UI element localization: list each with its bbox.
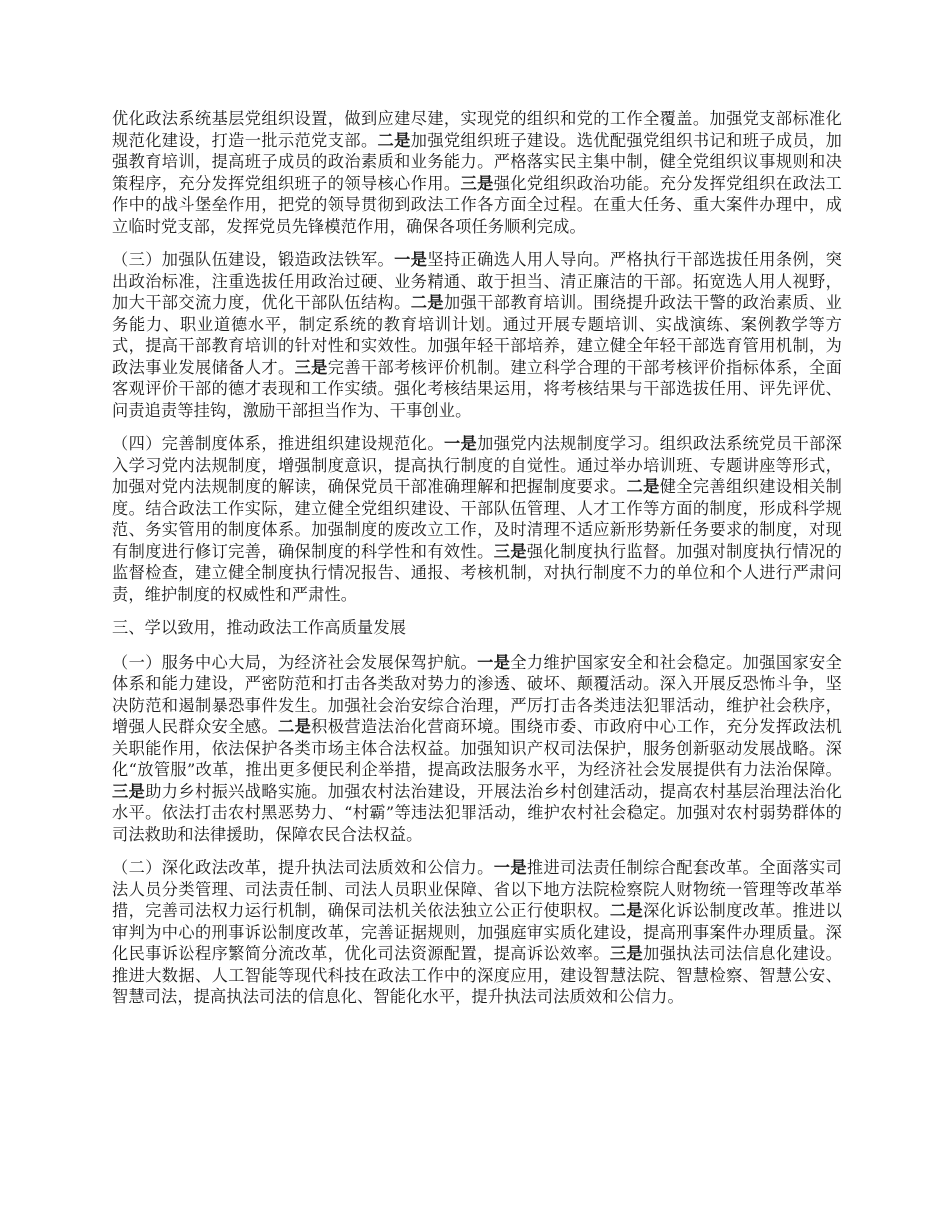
bold-keyword: 二是 bbox=[626, 477, 660, 496]
document-page bbox=[112, 108, 842, 1020]
paragraph-serve-overall-situation bbox=[112, 652, 842, 846]
section-heading-three: 三、学以致用，推动政法工作高质量发展 bbox=[112, 618, 407, 637]
bold-keyword: 三是 bbox=[609, 944, 644, 963]
bold-keyword: 一是 bbox=[394, 250, 428, 269]
paragraph-team-building bbox=[112, 249, 842, 421]
text: （四）完善制度体系，推进组织建设规范化。 bbox=[112, 434, 444, 453]
text: 加强干部教育培训。围绕提升政法干警的政治素质、业务能力、职业道德水平，制定系统的教育培训计划。通过开展专题培训、实战演练、案例教学等方式，提高干部教育培训的针对性和实效性。加强年轻干部培养，建立健全年轻干部选育管用机制，为政法事业发展储备人才。 bbox=[112, 293, 842, 377]
paragraph-party-organization bbox=[112, 108, 842, 237]
text: 完善干部考核评价机制。建立科学合理的干部考核评价指标体系，全面客观评价干部的德才表现和工作实绩。强化考核结果运用，将考核结果与干部选拔任用、评先评优、问责追责等挂钩，激励干部担当作为、干事创业。 bbox=[112, 357, 842, 420]
text: （二）深化政法改革，提升执法司法质效和公信力。 bbox=[112, 858, 494, 877]
text: （一）服务中心大局，为经济社会发展保驾护航。 bbox=[112, 652, 478, 672]
bold-keyword: 一是 bbox=[443, 434, 478, 453]
text: 加强执法司法信息化建设。推进大数据、人工智能等现代科技在政法工作中的深度应用，建设智慧法院、智慧检察、智慧公安、智慧司法，提高执法司法的信息化、智能化水平，提升执法司法质效和公信力。 bbox=[112, 944, 842, 1006]
bold-keyword: 二是 bbox=[609, 901, 644, 920]
text: 全力维护国家安全和社会稳定。加强国家安全体系和能力建设，严密防范和打击各类敌对势力的渗透、破坏、颠覆活动。深入开展反恐怖斗争，坚决防范和遏制暴恐事件发生。加强社会治安综合治理，严厉打击各类违法犯罪活动，维护社会秩序，增强人民群众安全感。 bbox=[112, 652, 842, 736]
text: 优化政法系统基层党组织设置，做到应建尽建，实现党的组织和党的工作全覆盖。加强党支部标准化规范化建设，打造一批示范党支部。 bbox=[112, 109, 842, 150]
bold-keyword: 二是 bbox=[277, 717, 312, 736]
text: 深化诉讼制度改革。推进以审判为中心的刑事诉讼制度改革，完善证据规则，加强庭审实质化建设，提高刑事案件办理质量。深化民事诉讼程序繁简分流改革，优化司法资源配置，提高诉讼效率。 bbox=[112, 901, 842, 963]
text: 加强党组织班子建设。选优配强党组织书记和班子成员，加强教育培训，提高班子成员的政治素质和业务能力。严格落实民主集中制，健全党组织议事规则和决策程序，充分发挥党组织班子的领导核心作用。 bbox=[112, 130, 842, 193]
text: 坚持正确选人用人导向。严格执行干部选拔任用条例，突出政治标准，注重选拔任用政治过硬、业务精通、敢于担当、清正廉洁的干部。拓宽选人用人视野，加大干部交流力度，优化干部队伍结构。 bbox=[112, 250, 842, 312]
bold-keyword: 三是 bbox=[294, 357, 328, 377]
bold-keyword: 二是 bbox=[410, 293, 444, 312]
bold-keyword: 三是 bbox=[112, 781, 146, 801]
text: 强化党组织政治功能。充分发挥党组织在政法工作中的战斗堡垒作用，把党的领导贯彻到政法工作各方面全过程。在重大任务、重大案件办理中，成立临时党支部，发挥党员先锋模范作用，确保各项任务顺利完成。 bbox=[112, 173, 842, 236]
text: 加强党内法规制度学习。组织政法系统党员干部深入学习党内法规制度，增强制度意识，提高执行制度的自觉性。通过举办培训班、专题讲座等形式，加强对党内法规制度的解读，确保党员干部准确理解和把握制度要求。 bbox=[112, 434, 842, 496]
bold-keyword: 二是 bbox=[377, 130, 411, 150]
text: 助力乡村振兴战略实施。加强农村法治建设，开展法治乡村创建活动，提高农村基层治理法治化水平。依法打击农村黑恶势力、“村霸”等违法犯罪活动，维护农村社会稳定。加强对农村弱势群体的司法救助和法律援助，保障农民合法权益。 bbox=[112, 781, 842, 844]
text: 强化制度执行监督。加强对制度执行情况的监督检查，建立健全制度执行情况报告、通报、考核机制，对执行制度不力的单位和个人进行严肃问责，维护制度的权威性和严肃性。 bbox=[112, 541, 842, 604]
bold-keyword: 三是 bbox=[493, 541, 527, 561]
text: 推进司法责任制综合配套改革。全面落实司法人员分类管理、司法责任制、司法人员职业保障、省以下地方法院检察院人财物统一管理等改革举措，完善司法权力运行机制，确保司法机关依法独立公正行使职权。 bbox=[112, 858, 842, 920]
bold-keyword: 一是 bbox=[477, 652, 511, 672]
text: 健全完善组织建设相关制度。结合政法工作实际，建立健全党组织建设、干部队伍管理、人才工作等方面的制度，形成科学规范、务实管用的制度体系。加强制度的废改立工作，及时清理不适应新形势新任务要求的制度，对现有制度进行修订完善，确保制度的科学性和有效性。 bbox=[112, 477, 842, 561]
paragraph-deepen-reform bbox=[112, 857, 842, 1008]
bold-keyword: 三是 bbox=[460, 173, 494, 193]
text: 积极营造法治化营商环境。围绕市委、市政府中心工作，充分发挥政法机关职能作用，依法保护各类市场主体合法权益。加强知识产权司法保护，服务创新驱动发展战略。深化“放管服”改革，推出更多便民利企举措，提高政法服务水平，为经济社会发展提供有力法治保障。 bbox=[112, 717, 842, 779]
paragraph-institutional-system bbox=[112, 433, 842, 605]
text: （三）加强队伍建设，锻造政法铁军。 bbox=[112, 250, 395, 269]
bold-keyword: 一是 bbox=[493, 858, 527, 877]
